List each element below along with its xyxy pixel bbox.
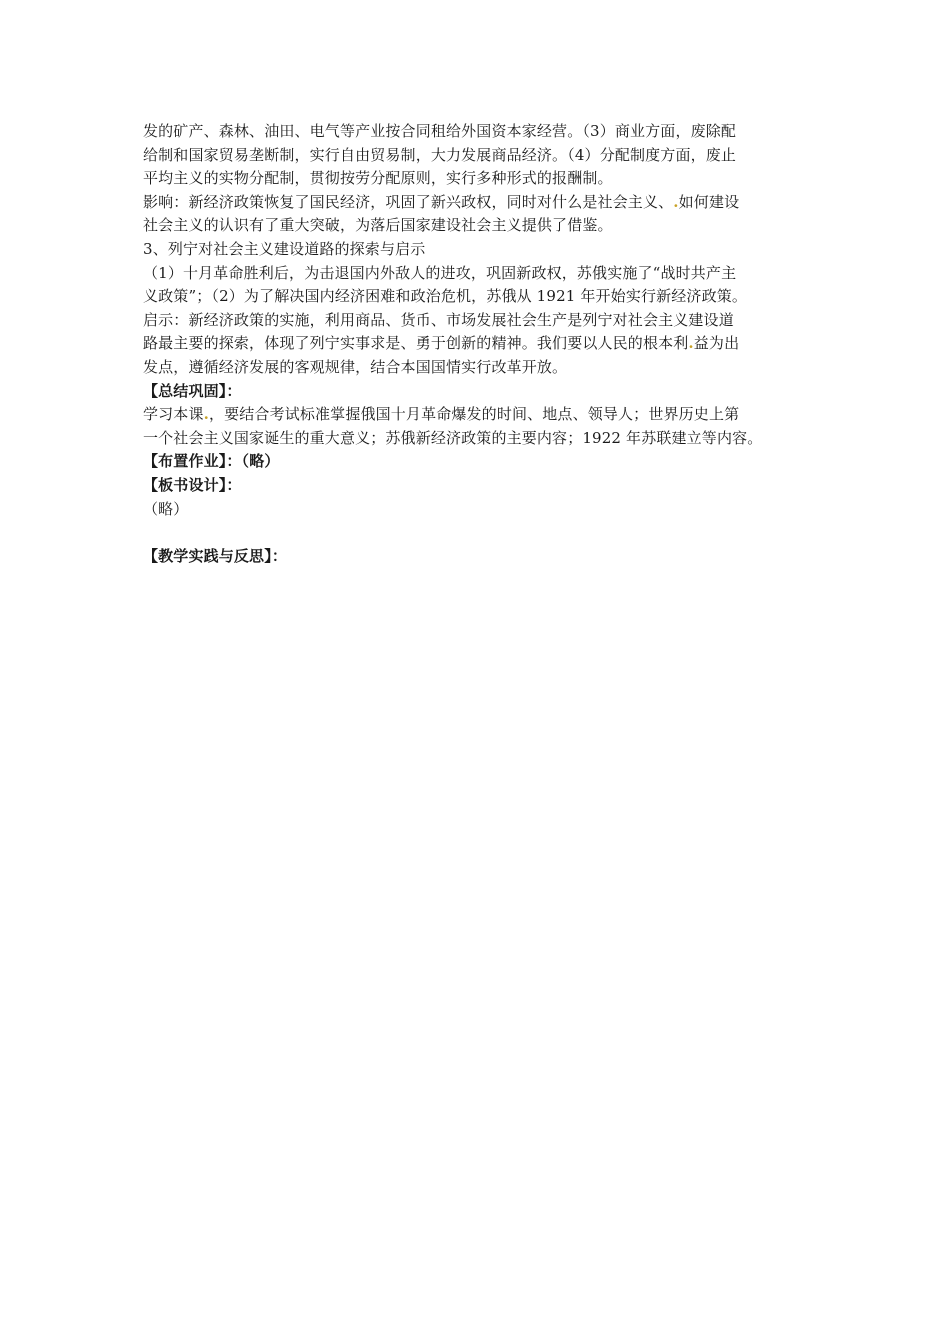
document-body [143, 120, 823, 568]
impact-text-a: 影响：新经济政策恢复了国民经济，巩固了新兴政权，同时对什么是社会主义、 [143, 192, 674, 211]
enlightenment-line-2 [143, 332, 823, 356]
summary-heading: 【总结巩固】： [143, 381, 242, 400]
section-heading-3: 3、列宁对社会主义建设道路的探索与启示 [143, 239, 426, 258]
board-design-heading: 【板书设计】： [143, 475, 242, 494]
summary-text-a: 学习本课 [143, 405, 204, 424]
paragraph-line-3: 平均主义的实物分配制，贯彻按劳分配原则，实行多种形式的报酬制。 [143, 169, 613, 188]
summary-text-b: ，要结合考试标准掌握俄国十月革命爆发的时间、地点、领导人；世界历史上第 [208, 405, 740, 424]
annotation-dot: . [673, 192, 679, 211]
enlightenment-text-b: 益为出 [693, 334, 740, 353]
reflection-heading: 【教学实践与反思】： [143, 546, 288, 565]
summary-line-1 [143, 403, 823, 427]
annotation-dot: . [688, 334, 694, 353]
annotation-dot: . [203, 405, 209, 424]
homework-heading: 【布置作业】：（略） [143, 452, 280, 471]
impact-text-b: 如何建设 [678, 192, 740, 211]
paragraph-line-1: 发的矿产、森林、油田、电气等产业按合同租给外国资本家经营。（3）商业方面，废除配 [143, 122, 737, 140]
paragraph-line-2: 给制和国家贸易垄断制，实行自由贸易制，大力发展商品经济。（4）分配制度方面，废止 [143, 145, 737, 164]
enlightenment-line-1: 启示：新经济政策的实施，利用商品、货币、市场发展社会生产是列宁对社会主义建设道 [143, 310, 734, 329]
enlightenment-text-a: 路最主要的探索，体现了列宁实事求是、勇于创新的精神。我们要以人民的根本利 [143, 334, 689, 353]
board-design-content: （略） [143, 499, 189, 518]
exploration-line-2: 义政策”；（2）为了解决国内经济困难和政治危机，苏俄从 1921 年开始实行新经济政策。 [143, 287, 748, 306]
impact-line-2: 社会主义的认识有了重大突破，为落后国家建设社会主义提供了借鉴。 [143, 216, 613, 235]
exploration-line-1: （1）十月革命胜利后，为击退国内外敌人的进攻，巩固新政权，苏俄实施了“战时共产主 [143, 263, 737, 282]
impact-line-1 [143, 191, 823, 215]
enlightenment-line-3: 发点，遵循经济发展的客观规律，结合本国国情实行改革开放。 [143, 357, 568, 376]
blank-line [143, 521, 823, 545]
summary-line-2: 一个社会主义国家诞生的重大意义；苏俄新经济政策的主要内容；1922 年苏联建立等内容。 [143, 428, 763, 447]
